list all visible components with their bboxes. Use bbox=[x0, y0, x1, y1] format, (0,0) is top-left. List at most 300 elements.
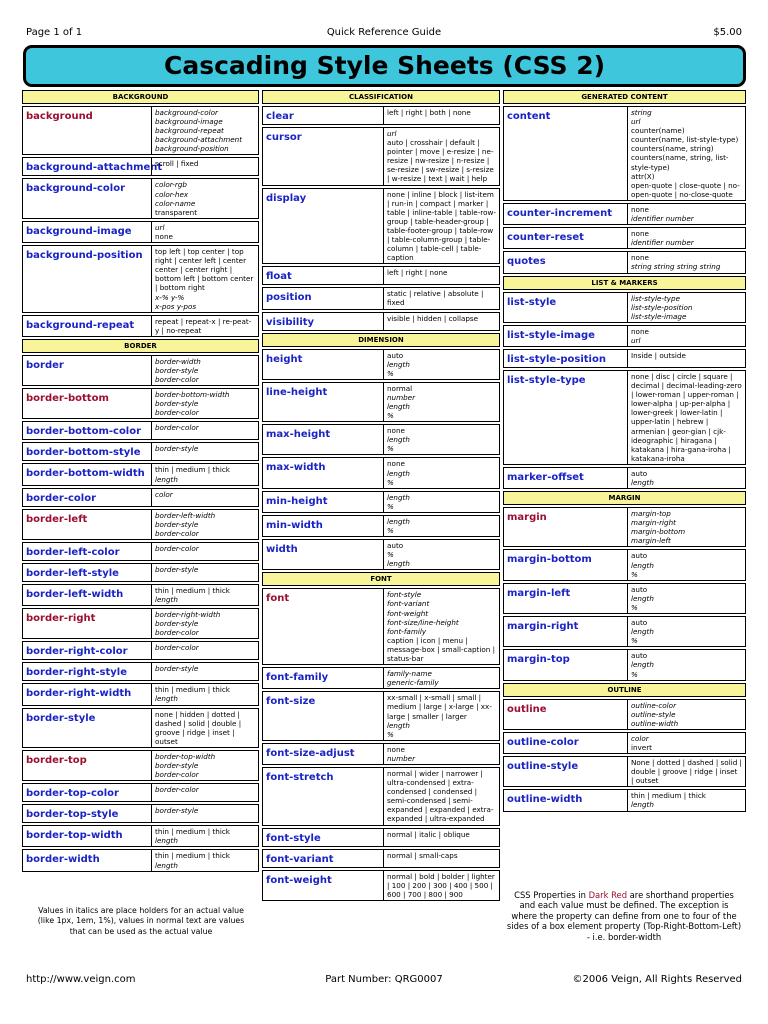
property-row bbox=[262, 539, 500, 570]
literal-value: scroll | fixed bbox=[155, 159, 199, 169]
property-values bbox=[151, 751, 258, 780]
property-row bbox=[503, 756, 746, 787]
property-row bbox=[503, 699, 746, 730]
property-name: font-stretch bbox=[266, 771, 334, 783]
property-row bbox=[22, 641, 259, 660]
property-values bbox=[627, 650, 745, 679]
section-header: BACKGROUND bbox=[22, 90, 259, 104]
literal-value: top left | top center | top right | center left | center center | center right | bottom left | bottom center | bottom right bbox=[155, 247, 254, 293]
section-header: MARGIN bbox=[503, 491, 746, 505]
placeholder-value: generic-family bbox=[387, 678, 439, 688]
property-values bbox=[151, 609, 258, 638]
placeholder-value: % bbox=[387, 477, 394, 487]
property-name: list-style-position bbox=[507, 353, 606, 365]
placeholder-value: x-pos y-pos bbox=[155, 301, 197, 311]
property-name: border-right-style bbox=[26, 667, 128, 679]
property-row bbox=[22, 804, 259, 823]
placeholder-value: url bbox=[387, 129, 397, 138]
property-row bbox=[262, 287, 500, 309]
property-name: margin-bottom bbox=[507, 554, 592, 566]
literal-value: open-quote | close-quote | no-open-quote | no-close-quote bbox=[631, 180, 740, 199]
title-banner: Cascading Style Sheets (CSS 2) bbox=[23, 45, 746, 87]
placeholder-value: length bbox=[387, 468, 410, 478]
property-values bbox=[627, 371, 745, 464]
page-footer bbox=[26, 974, 742, 988]
literal-value: none | disc | circle | square | decimal | decimal-leading-zero | lower-roman | upper-roman | lower-alpha | up-per-alpha | lower-greek | lower-latin | upper-latin | hebrew | armenian | geor-gian | cjk-ideographic | hiragana | katakana | hira-gana-iroha | katakana-iroha bbox=[631, 371, 742, 463]
property-name: border-style bbox=[26, 712, 96, 724]
literal-value: none bbox=[387, 426, 405, 436]
property-values bbox=[627, 733, 745, 753]
placeholder-value: % bbox=[387, 411, 394, 421]
property-row bbox=[503, 616, 746, 647]
property-values bbox=[151, 489, 258, 506]
placeholder-value: font-size/line-height bbox=[387, 617, 459, 627]
property-values bbox=[627, 617, 745, 646]
placeholder-value: border-color bbox=[155, 543, 199, 553]
property-row bbox=[262, 457, 500, 488]
property-row bbox=[22, 221, 259, 243]
property-name: border-bottom-color bbox=[26, 426, 142, 438]
property-name: margin-left bbox=[507, 587, 571, 599]
literal-value: thin | medium | thick bbox=[155, 685, 230, 695]
literal-value: counter(name, list-style-type) bbox=[631, 135, 739, 145]
property-name: outline-width bbox=[507, 794, 583, 806]
placeholder-value: border-color bbox=[155, 423, 199, 433]
property-values bbox=[383, 458, 499, 487]
property-values bbox=[627, 468, 745, 488]
property-values bbox=[151, 826, 258, 846]
property-values bbox=[151, 642, 258, 659]
placeholder-value: url bbox=[155, 222, 165, 232]
placeholder-value: border-style bbox=[155, 399, 199, 409]
literal-value: none bbox=[387, 744, 405, 754]
property-values bbox=[383, 189, 499, 264]
literal-value: none | hidden | dotted | dashed | solid | double | groove | ridge | inset | outset bbox=[155, 709, 242, 746]
literal-value: none bbox=[631, 204, 649, 214]
section-header: CLASSIFICATION bbox=[262, 90, 500, 104]
placeholder-value: length bbox=[631, 660, 654, 670]
property-values bbox=[151, 158, 258, 175]
placeholder-value: % bbox=[387, 444, 394, 454]
literal-value: invert bbox=[631, 742, 653, 752]
placeholder-value: % bbox=[631, 669, 638, 679]
placeholder-value: identifier number bbox=[631, 238, 694, 248]
placeholder-value: identifier number bbox=[631, 214, 694, 224]
property-values bbox=[383, 668, 499, 688]
literal-value: thin | medium | thick bbox=[155, 465, 230, 475]
property-row bbox=[22, 106, 259, 155]
property-name: border-top-style bbox=[26, 809, 119, 821]
property-values bbox=[627, 790, 745, 810]
property-name: border-bottom-style bbox=[26, 447, 141, 459]
placeholder-value: margin-right bbox=[631, 518, 676, 528]
literal-value: auto bbox=[631, 551, 648, 561]
property-name: margin-top bbox=[507, 654, 570, 666]
placeholder-value: string bbox=[631, 108, 652, 117]
literal-value: None | dotted | dashed | solid | double | groove | ridge | inset | outset bbox=[631, 758, 742, 786]
copyright: ©2006 Veign, All Rights Reserved bbox=[572, 974, 742, 985]
placeholder-value: length bbox=[155, 595, 178, 604]
property-values bbox=[627, 326, 745, 346]
property-row bbox=[22, 442, 259, 461]
placeholder-value: border-style bbox=[155, 664, 199, 674]
property-values bbox=[383, 425, 499, 454]
placeholder-value: length bbox=[387, 720, 410, 730]
property-values bbox=[383, 850, 499, 867]
property-values bbox=[383, 128, 499, 185]
literal-value: normal | small-caps bbox=[387, 850, 458, 860]
property-row bbox=[22, 825, 259, 847]
placeholder-value: font-variant bbox=[387, 599, 430, 609]
placeholder-value: % bbox=[631, 602, 638, 612]
property-name: font-variant bbox=[266, 853, 334, 865]
property-name: quotes bbox=[507, 256, 546, 268]
placeholder-value: length bbox=[631, 627, 654, 637]
placeholder-value: background-color bbox=[155, 108, 218, 117]
literal-value: none bbox=[631, 253, 649, 263]
property-name: outline-color bbox=[507, 736, 579, 748]
literal-value: counters(name, string) bbox=[631, 144, 714, 154]
property-values bbox=[151, 443, 258, 460]
property-row bbox=[262, 491, 500, 513]
property-name: margin-right bbox=[507, 621, 579, 633]
property-row bbox=[262, 127, 500, 186]
literal-value: xx-small | x-small | small | medium | large | x-large | xx-large | smaller | larger bbox=[387, 693, 492, 721]
property-row bbox=[22, 563, 259, 582]
placeholder-value: list-style-image bbox=[631, 311, 687, 321]
placeholder-value: border-style bbox=[155, 806, 199, 816]
property-name: font-family bbox=[266, 672, 329, 684]
page-count: Page 1 of 1 bbox=[26, 27, 83, 38]
literal-value: none bbox=[631, 326, 649, 336]
property-name: cursor bbox=[266, 132, 302, 143]
section-header: OUTLINE bbox=[503, 683, 746, 697]
property-name: counter-reset bbox=[507, 232, 584, 244]
placeholder-value: margin-top bbox=[631, 509, 671, 519]
placeholder-value: color-hex bbox=[155, 189, 189, 199]
placeholder-value: % bbox=[631, 569, 638, 579]
property-values bbox=[151, 784, 258, 801]
literal-value: Inside | outside bbox=[631, 350, 686, 360]
property-row bbox=[503, 583, 746, 614]
property-values bbox=[151, 564, 258, 581]
placeholder-value: string string string string bbox=[631, 262, 721, 272]
property-name: border-left bbox=[26, 513, 88, 525]
property-row bbox=[262, 588, 500, 665]
placeholder-value: color bbox=[155, 489, 173, 499]
placeholder-value: color-name bbox=[155, 198, 196, 208]
literal-value: normal | wider | narrower | ultra-condensed | extra-condensed | condensed | semi-condensed | semi-expanded | expanded | extra-expanded | ultra-expanded bbox=[387, 768, 494, 824]
property-row bbox=[22, 355, 259, 386]
property-name: position bbox=[266, 292, 312, 304]
property-values bbox=[151, 510, 258, 539]
property-row bbox=[262, 767, 500, 826]
literal-value: transparent bbox=[155, 207, 198, 217]
property-row bbox=[22, 245, 259, 313]
literal-value: auto bbox=[631, 618, 648, 628]
property-values bbox=[151, 709, 258, 747]
property-name: border-bottom bbox=[26, 393, 109, 405]
literal-value: auto | crosshair | default | pointer | move | e-resize | ne-resize | nw-resize | n-resize | se-resize | sw-resize | s-resize | w-resize | text | wait | help bbox=[387, 138, 494, 184]
property-row bbox=[22, 542, 259, 561]
placeholder-value: border-color bbox=[155, 528, 199, 538]
placeholder-value: border-color bbox=[155, 643, 199, 653]
property-row bbox=[503, 732, 746, 754]
placeholder-value: font-family bbox=[387, 626, 427, 636]
placeholder-value: length bbox=[387, 492, 410, 502]
property-values bbox=[627, 584, 745, 613]
property-row bbox=[503, 203, 746, 225]
literal-value: counter(name) bbox=[631, 126, 685, 136]
property-name: border bbox=[26, 359, 64, 371]
property-row bbox=[22, 783, 259, 802]
property-values bbox=[151, 663, 258, 680]
property-name: visibility bbox=[266, 316, 315, 328]
placeholder-value: border-color bbox=[155, 770, 199, 780]
placeholder-value: color bbox=[631, 733, 649, 743]
literal-value: left | right | none bbox=[387, 268, 448, 278]
placeholder-value: border-style bbox=[155, 444, 199, 454]
placeholder-value: border-right-width bbox=[155, 610, 221, 620]
property-name: width bbox=[266, 544, 298, 556]
placeholder-value: color-rgb bbox=[155, 180, 187, 190]
section-header: FONT bbox=[262, 572, 500, 586]
placeholder-value: length bbox=[387, 401, 410, 411]
property-name: border-left-width bbox=[26, 588, 124, 600]
literal-value: attr(X) bbox=[631, 171, 655, 181]
placeholder-value: background-position bbox=[155, 144, 229, 154]
property-row bbox=[22, 388, 259, 419]
property-name: min-height bbox=[266, 495, 328, 507]
section-header: GENERATED CONTENT bbox=[503, 90, 746, 104]
placeholder-value: length bbox=[387, 359, 410, 369]
placeholder-value: border-color bbox=[155, 785, 199, 795]
placeholder-value: list-style-type bbox=[631, 293, 681, 303]
property-values bbox=[383, 288, 499, 308]
literal-value: auto bbox=[387, 350, 404, 360]
property-row bbox=[262, 849, 500, 868]
property-name: font-weight bbox=[266, 874, 332, 886]
literal-value: auto bbox=[387, 541, 404, 551]
shorthand-note-after: are shorthand properties and each value must be defined. The exception is where the property can define from one to four of the sides of a box element property (Top-Right-Bottom-Left) - i.e. border-width bbox=[506, 890, 742, 942]
placeholder-value: url bbox=[631, 335, 641, 345]
column-1 bbox=[22, 90, 259, 872]
literal-value: thin | medium | thick bbox=[155, 851, 230, 861]
property-values bbox=[151, 316, 258, 336]
property-row bbox=[262, 515, 500, 537]
italics-note: Values in italics are place holders for an actual value (like 1px, 1em, 1%), values in normal text are values that can be used as the actual value bbox=[37, 906, 245, 936]
property-name: height bbox=[266, 353, 303, 365]
property-values bbox=[383, 267, 499, 284]
property-values bbox=[383, 516, 499, 536]
property-row bbox=[503, 507, 746, 547]
placeholder-value: border-color bbox=[155, 375, 199, 385]
placeholder-value: % bbox=[387, 526, 394, 535]
property-name: font-size-adjust bbox=[266, 747, 355, 759]
property-values bbox=[627, 107, 745, 200]
property-name: counter-increment bbox=[507, 207, 612, 219]
placeholder-value: background-image bbox=[155, 117, 223, 127]
property-values bbox=[383, 540, 499, 569]
property-name: list-style-type bbox=[507, 374, 586, 386]
placeholder-value: border-color bbox=[155, 408, 199, 418]
column-2 bbox=[262, 90, 500, 901]
property-name: border-top bbox=[26, 754, 87, 766]
property-row bbox=[503, 789, 746, 811]
placeholder-value: length bbox=[155, 836, 178, 846]
placeholder-value: margin-bottom bbox=[631, 527, 686, 537]
literal-value: counters(name, string, list-style-type) bbox=[631, 153, 729, 172]
property-values bbox=[383, 107, 499, 124]
placeholder-value: length bbox=[155, 694, 178, 704]
property-name: float bbox=[266, 271, 292, 283]
property-values bbox=[151, 389, 258, 418]
section-header: BORDER bbox=[22, 339, 259, 353]
property-values bbox=[383, 744, 499, 764]
shorthand-note bbox=[506, 890, 742, 942]
property-row bbox=[503, 549, 746, 580]
placeholder-value: border-top-width bbox=[155, 751, 216, 761]
property-row bbox=[503, 325, 746, 347]
shorthand-note-highlight: Dark Red bbox=[588, 890, 628, 900]
placeholder-value: border-left-width bbox=[155, 510, 216, 520]
property-name: border-bottom-width bbox=[26, 468, 145, 480]
property-name: outline-style bbox=[507, 761, 579, 773]
literal-value: none bbox=[155, 231, 173, 241]
part-number: Part Number: QRG0007 bbox=[325, 974, 443, 985]
placeholder-value: background-attachment bbox=[155, 135, 243, 145]
property-name: border-right-color bbox=[26, 646, 128, 658]
property-row bbox=[503, 292, 746, 323]
property-values bbox=[627, 350, 745, 367]
property-name: border-left-color bbox=[26, 546, 120, 558]
property-name: clear bbox=[266, 111, 294, 122]
guide-title: Quick Reference Guide bbox=[326, 27, 442, 38]
property-name: border-top-color bbox=[26, 788, 119, 800]
property-row bbox=[22, 421, 259, 440]
property-name: list-style bbox=[507, 296, 557, 308]
placeholder-value: outline-color bbox=[631, 700, 677, 710]
placeholder-value: length bbox=[387, 516, 410, 526]
literal-value: thin | medium | thick bbox=[155, 585, 230, 595]
placeholder-value: length bbox=[155, 860, 178, 870]
property-row bbox=[22, 662, 259, 681]
literal-value: repeat | repeat-x | re-peat-y | no-repeat bbox=[155, 316, 252, 335]
property-row bbox=[22, 178, 259, 218]
property-values bbox=[383, 350, 499, 379]
placeholder-value: border-bottom-width bbox=[155, 390, 230, 400]
placeholder-value: % bbox=[631, 636, 638, 646]
placeholder-value: url bbox=[631, 117, 641, 127]
property-name: display bbox=[266, 192, 307, 204]
property-values bbox=[151, 464, 258, 484]
property-values bbox=[627, 228, 745, 248]
placeholder-value: margin-left bbox=[631, 536, 671, 546]
placeholder-value: outline-width bbox=[631, 718, 679, 728]
section-header: LIST & MARKERS bbox=[503, 276, 746, 290]
placeholder-value: length bbox=[387, 559, 410, 569]
shorthand-note-before: CSS Properties in bbox=[514, 890, 589, 900]
price: $5.00 bbox=[713, 27, 742, 38]
property-row bbox=[22, 608, 259, 639]
property-row bbox=[262, 188, 500, 265]
property-values bbox=[383, 383, 499, 421]
property-name: border-right-width bbox=[26, 688, 132, 700]
property-row bbox=[22, 157, 259, 176]
property-values bbox=[151, 543, 258, 560]
placeholder-value: family-name bbox=[387, 669, 432, 679]
property-row bbox=[22, 584, 259, 606]
property-name: outline bbox=[507, 703, 547, 715]
property-row bbox=[262, 667, 500, 689]
literal-value: thin | medium | thick bbox=[155, 827, 230, 837]
placeholder-value: % bbox=[387, 501, 394, 511]
property-name: font-size bbox=[266, 696, 316, 708]
literal-value: auto bbox=[631, 651, 648, 661]
property-row bbox=[262, 312, 500, 331]
placeholder-value: border-style bbox=[155, 519, 199, 529]
property-name: max-width bbox=[266, 462, 326, 474]
property-values bbox=[151, 850, 258, 870]
property-row bbox=[22, 315, 259, 337]
property-name: content bbox=[507, 111, 551, 122]
property-name: font-style bbox=[266, 832, 321, 844]
property-values bbox=[383, 871, 499, 900]
section-header: DIMENSION bbox=[262, 333, 500, 347]
property-row bbox=[262, 266, 500, 285]
property-row bbox=[22, 849, 259, 871]
property-row bbox=[503, 106, 746, 201]
placeholder-value: length bbox=[631, 593, 654, 603]
property-values bbox=[383, 768, 499, 825]
placeholder-value: length bbox=[631, 560, 654, 570]
property-name: border-left-style bbox=[26, 567, 119, 579]
property-row bbox=[262, 349, 500, 380]
property-row bbox=[503, 349, 746, 368]
property-row bbox=[22, 488, 259, 507]
property-name: marker-offset bbox=[507, 471, 584, 483]
property-row bbox=[262, 828, 500, 847]
property-values bbox=[383, 492, 499, 512]
placeholder-value: length bbox=[387, 435, 410, 445]
placeholder-value: x-% y-% bbox=[155, 292, 185, 302]
property-name: border-width bbox=[26, 854, 100, 866]
property-name: background-image bbox=[26, 225, 132, 237]
property-row bbox=[503, 227, 746, 249]
placeholder-value: font-weight bbox=[387, 608, 429, 618]
property-values bbox=[627, 757, 745, 786]
property-name: font bbox=[266, 593, 290, 605]
property-row bbox=[262, 106, 500, 125]
property-name: min-width bbox=[266, 519, 323, 531]
property-row bbox=[262, 382, 500, 422]
property-row bbox=[262, 870, 500, 901]
literal-value: none bbox=[387, 459, 405, 469]
property-name: background-color bbox=[26, 183, 126, 195]
placeholder-value: border-color bbox=[155, 628, 199, 638]
property-values bbox=[383, 829, 499, 846]
property-values bbox=[151, 222, 258, 242]
placeholder-value: font-style bbox=[387, 590, 422, 600]
placeholder-value: length bbox=[631, 800, 654, 810]
property-values bbox=[151, 107, 258, 154]
property-row bbox=[503, 649, 746, 680]
property-name: background-repeat bbox=[26, 319, 135, 331]
placeholder-value: border-style bbox=[155, 619, 199, 629]
site-url: http://www.veign.com bbox=[26, 974, 136, 985]
property-values bbox=[151, 179, 258, 217]
property-values bbox=[627, 700, 745, 729]
